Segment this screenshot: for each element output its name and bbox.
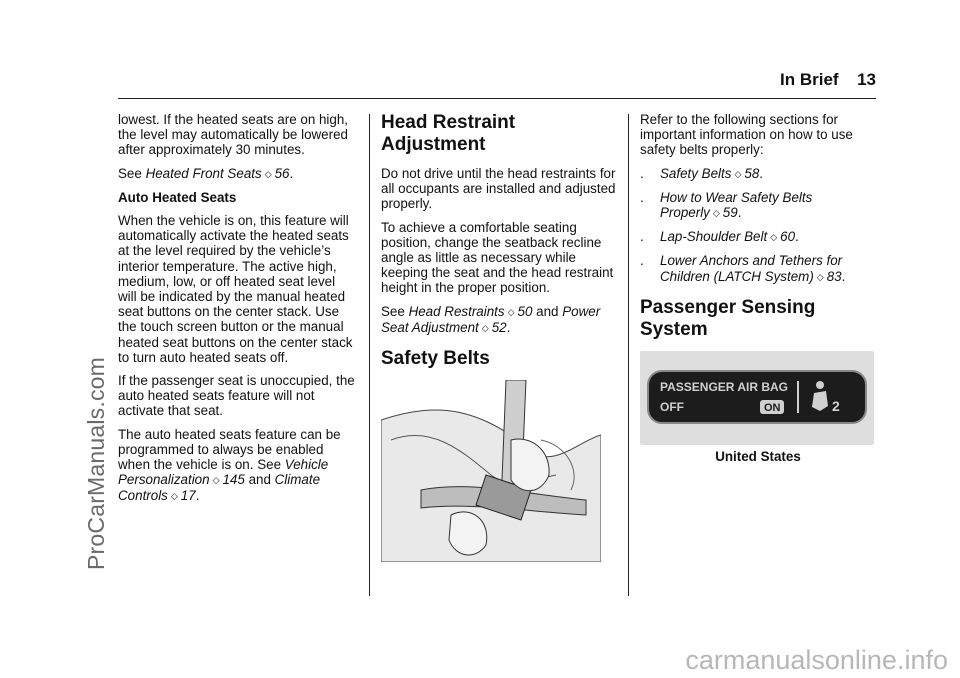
page-number: 13 xyxy=(857,70,876,89)
xref-link[interactable]: Safety Belts xyxy=(660,165,732,181)
panel-graphic xyxy=(640,351,874,445)
xref-page[interactable]: 17 xyxy=(180,488,196,504)
panel-label-off: OFF xyxy=(660,399,684,414)
footer-watermark: carmanualsonline.info xyxy=(685,645,948,675)
page-ref-icon: ◇ xyxy=(712,208,720,219)
bullet-icon: . xyxy=(640,189,644,205)
cross-reference: See Heated Front Seats ◇ 56. xyxy=(118,165,294,181)
page-ref-icon: ◇ xyxy=(507,306,515,317)
xref-link[interactable]: Vehicle Personalization xyxy=(118,457,329,488)
xref-link[interactable]: Lap-Shoulder Belt xyxy=(660,229,768,245)
paragraph: If the passenger seat is unoccupied, the auto heated seats feature will not activate that seat. xyxy=(118,373,355,419)
panel-label-passenger-airbag: PASSENGER AIR BAG xyxy=(660,379,789,394)
paragraph: The auto heated seats feature can be programmed to always be enabled when the vehicle is on. See Vehicle Personalization ◇ 145 and Climate Controls ◇ 17. xyxy=(118,426,341,504)
safety-belt-illustration xyxy=(381,380,601,562)
xref-page[interactable]: 52 xyxy=(491,319,507,335)
running-header xyxy=(780,70,876,90)
heading-passenger-sensing: Passenger Sensing System xyxy=(640,296,816,340)
page-ref-icon: ◇ xyxy=(212,475,220,486)
xref-link[interactable]: Power Seat Adjustment xyxy=(381,303,601,335)
xref-link[interactable]: How to Wear Safety Belts Properly xyxy=(660,189,813,221)
figure-caption: United States xyxy=(715,448,801,464)
xref-page[interactable]: 50 xyxy=(517,303,533,319)
list-item: . Lap-Shoulder Belt ◇ 60. xyxy=(640,229,799,245)
xref-page[interactable]: 60 xyxy=(780,229,796,245)
page-ref-icon: ◇ xyxy=(481,322,489,333)
bullet-icon: . xyxy=(640,165,644,181)
list-item: . Lower Anchors and Tethers for Children (LATCH System) ◇ 83. xyxy=(640,253,846,284)
page-ref-icon: ◇ xyxy=(816,271,824,282)
column-left xyxy=(118,112,356,513)
panel-label-number: 2 xyxy=(832,397,840,414)
list-item: . How to Wear Safety Belts Properly ◇ 59. xyxy=(640,189,813,221)
paragraph: When the vehicle is on, this feature will automatically activate the heated seats at the level required by the vehicle’s interior temperature. The active high, medium, low, or off heated seat level will be indicated by the manual heated seat buttons on the center stack. Use the touch screen button or the manual heated seat buttons on the center stack to turn auto heated seats off. xyxy=(118,213,353,365)
page-ref-icon: ◇ xyxy=(170,491,178,502)
passenger-airbag-panel xyxy=(640,351,874,445)
heading-head-restraint: Head Restraint Adjustment xyxy=(381,112,516,155)
bullet-icon: . xyxy=(640,229,644,245)
xref-page[interactable]: 56 xyxy=(274,165,290,181)
xref-link[interactable]: Lower Anchors and Tethers for Children (LATCH System) xyxy=(660,253,843,284)
bullet-icon: . xyxy=(640,253,644,269)
xref-page[interactable]: 59 xyxy=(722,205,738,221)
cross-reference: See Head Restraints ◇ 50 and Power Seat Adjustment ◇ 52. xyxy=(381,303,601,335)
xref-page[interactable]: 83 xyxy=(826,268,842,284)
xref-link[interactable]: Heated Front Seats xyxy=(145,165,262,181)
side-watermark: ProCarManuals.com xyxy=(83,356,109,570)
page-ref-icon: ◇ xyxy=(264,168,272,179)
page-ref-icon: ◇ xyxy=(734,168,742,179)
column-right xyxy=(640,112,876,464)
xref-page[interactable]: 145 xyxy=(222,472,245,488)
xref-link[interactable]: Head Restraints xyxy=(408,303,505,319)
paragraph: Refer to the following sections for important information on how to use safety belts properly: xyxy=(640,112,853,158)
column-divider-2 xyxy=(628,114,629,596)
panel-label-on: ON xyxy=(764,401,781,414)
xref-link[interactable]: Climate Controls xyxy=(118,472,321,504)
subheading: Auto Heated Seats xyxy=(118,189,237,205)
paragraph: lowest. If the heated seats are on high, the level may automatically be lowered after approximately 30 minutes. xyxy=(118,112,349,158)
column-divider-1 xyxy=(369,114,370,596)
page-ref-icon: ◇ xyxy=(770,232,778,243)
xref-page[interactable]: 58 xyxy=(744,165,760,181)
paragraph: To achieve a comfortable seating position, change the seatback recline angle as little as necessary while keeping the seat and the head restraint height in the proper position. xyxy=(381,219,614,296)
heading-safety-belts: Safety Belts xyxy=(381,348,490,370)
paragraph: Do not drive until the head restraints for all occupants are installed and adjusted properly. xyxy=(381,166,616,212)
header-rule xyxy=(118,98,876,99)
column-middle xyxy=(381,112,617,562)
section-title: In Brief xyxy=(780,70,839,89)
list-item: . Safety Belts ◇ 58. xyxy=(640,165,764,181)
